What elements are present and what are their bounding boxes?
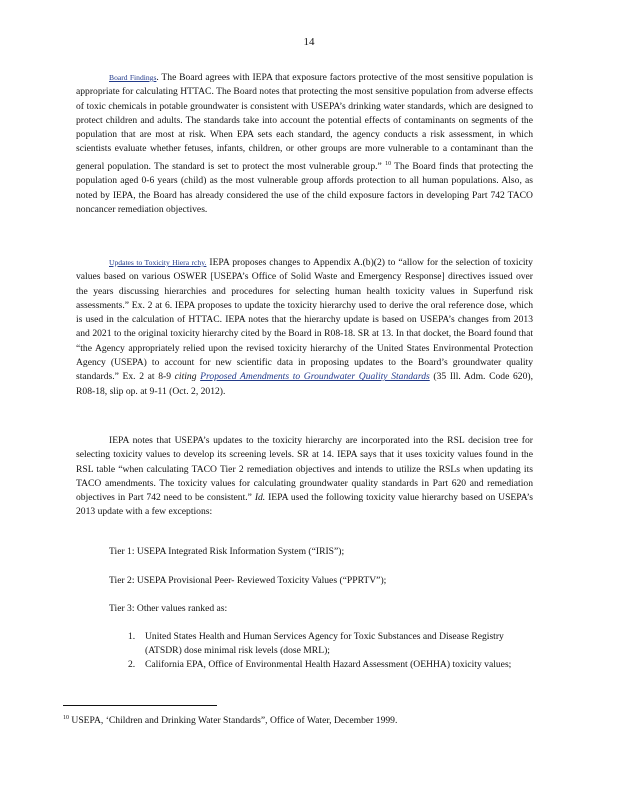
id-citation: Id.	[254, 492, 266, 504]
footnote-reference[interactable]: 10	[385, 160, 392, 167]
heading-toxicity-hierarchy: Updates to Toxicity Hiera rchy.	[109, 258, 207, 267]
case-title: Proposed Amendments to Groundwater Quality Standards	[200, 371, 430, 383]
tier-3: Tier 3: Other values ranked as:	[109, 603, 228, 614]
tier3-list	[128, 630, 533, 672]
page-number: 14	[303, 36, 315, 48]
list-item: 2. California EPA, Office of Environmental Health Hazard Assessment (OEHHA) toxicity values;	[128, 659, 512, 670]
paragraph-toxicity-hierarchy: Updates to Toxicity Hiera rchy. IEPA proposes changes to Appendix A.(b)(2) to “allow for the selection of toxicity values based on various OSWER [USEPA’s Office of Solid Waste and Emergency Response] directives issued over the years discussing hierarchies and procedures for selecting human health toxicity values in Superfund risk assessments.” Ex. 2 at 6. IEPA proposes to update the toxicity hierarchy used to derive the oral reference dose, which is used in the calculation of HTTAC. IEPA notes that the hierarchy update is based on USEPA’s changes from 2013 and 2021 to the original toxicity hierarchy cited by the Board in R08-18. SR at 13. In that docket, the Board found that “the Agency appropriately relied upon the revised toxicity hierarchy of the United States Environmental Protection Agency (USEPA) to account for new scientific data in proposing updates to the Board’s groundwater quality standards.” Ex. 2 at 8-9 citing Proposed Amendments to Groundwater Quality Standards (35 Ill. Adm. Code 620), R08-18, slip op. at 9-11 (Oct. 2, 2012).	[76, 257, 533, 397]
heading-board-findings: Board Findings	[109, 73, 157, 82]
paragraph-rsl-update: IEPA notes that USEPA’s updates to the toxicity hierarchy are incorporated into the RSL decision tree for selecting toxicity values to develop its screening levels. SR at 14. IEPA says that it uses toxicity values found in the RSL table “when calculating TACO Tier 2 remediation objectives and intends to utilize the RSLs when updating its TACO amendments. The toxicity values for calculating groundwater quality standards in Part 620 and remediation objectives in Part 742 need to be consistent.” Id. IEPA used the following toxicity value hierarchy based on USEPA’s 2013 update with a few exceptions:	[76, 435, 533, 518]
tier-1: Tier 1: USEPA Integrated Risk Information System (“IRIS”);	[109, 546, 345, 557]
paragraph-board-findings: Board Findings. The Board agrees with IEPA that exposure factors protective of the most sensitive population is appropriate for calculating HTTAC. The Board notes that protecting the most sensitive population from adverse effects of toxic chemicals in potable groundwater is consistent with USEPA’s drinking water standards, which are designed to protect children and adults. The standards take into account the potential effects of contaminants on segments of the population that are most at risk. When EPA sets each standard, the agency conducts a risk assessment, in which scientists evaluate whether fetuses, infants, children, or other groups are more vulnerable to a contaminant than the general population. The standard is set to protect the most vulnerable group.” $^{10}$ The Board finds that protecting the population aged 0-6 years (child) as the most vulnerable group affords protection to all human populations. Also, as noted by IEPA, the Board has already considered the use of the child exposure factors in developing Part 742 TACO noncancer remediation objectives.	[76, 72, 533, 215]
list-item: 1. United States Health and Human Services Agency for Toxic Substances and Disease Registry (ATSDR) dose minimal risk levels (dose MRL);	[128, 631, 504, 656]
footnote-divider	[63, 705, 217, 706]
citing-signal: citing	[174, 371, 197, 383]
tier-2: Tier 2: USEPA Provisional Peer- Reviewed Toxicity Values (“PPRTV”);	[109, 575, 387, 586]
footnote-number: 10	[63, 715, 69, 721]
footnote	[63, 712, 397, 727]
footnote-text: USEPA, ‘Children and Drinking Water Standards”, Office of Water, December 1999.	[71, 715, 398, 727]
